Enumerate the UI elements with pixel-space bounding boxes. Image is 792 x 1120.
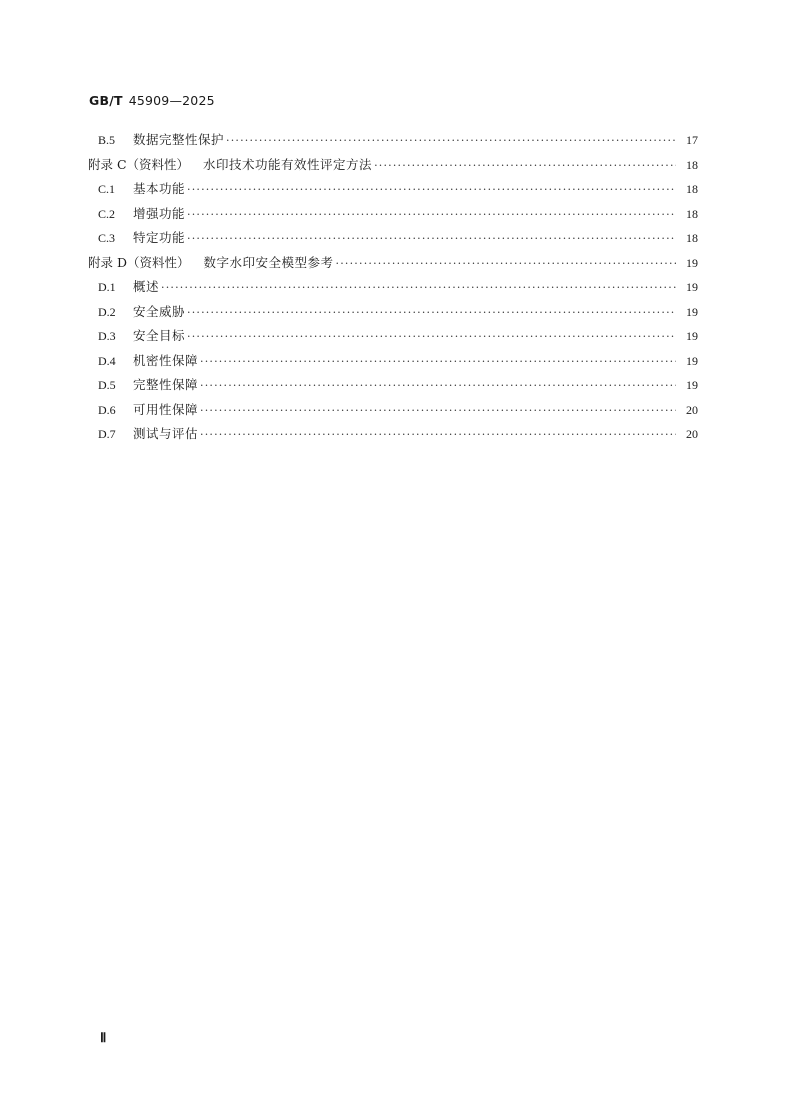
toc-leader-dots: [336, 252, 676, 277]
toc-section-entry[interactable]: [88, 202, 698, 227]
standard-prefix: GB/T: [89, 93, 123, 108]
toc-entry-page: 19: [686, 378, 698, 392]
toc-section-entry[interactable]: [88, 177, 698, 202]
page-number: Ⅱ: [100, 1030, 107, 1045]
toc-leader-dots: [200, 423, 676, 448]
toc-section-entry[interactable]: [88, 300, 698, 325]
toc-leader-dots: [187, 227, 676, 252]
document-header: [89, 93, 215, 108]
toc-entry-code: B.5: [98, 133, 116, 147]
toc-entry-title: 可用性保障: [133, 401, 199, 417]
toc-entry-page: 18: [686, 182, 698, 196]
toc-entry-title: 概述: [133, 279, 160, 294]
standard-number: 45909—2025: [128, 93, 215, 108]
toc-leader-dots: [187, 203, 676, 228]
toc-entry-code: D.3: [98, 329, 116, 343]
toc-entry-page: 17: [686, 133, 698, 147]
toc-entry-page: 19: [686, 280, 698, 294]
toc-entry-page: 18: [686, 157, 698, 172]
toc-entry-title: 增强功能: [133, 205, 186, 221]
toc-section-entry[interactable]: [88, 349, 698, 374]
toc-entry-code: C.1: [98, 182, 116, 196]
toc-leader-dots: [374, 154, 676, 179]
toc-entry-code: D.6: [98, 402, 116, 417]
toc-section-entry[interactable]: [88, 398, 698, 423]
toc-leader-dots: [161, 276, 676, 301]
toc-entry-page: 19: [686, 353, 698, 368]
toc-section-entry[interactable]: [88, 422, 698, 447]
toc-entry-code: D.1: [98, 280, 116, 294]
toc-section-entry[interactable]: [88, 275, 698, 300]
toc-entry-page: 20: [686, 427, 698, 441]
toc-entry-page: 20: [686, 402, 698, 417]
toc-leader-dots: [187, 178, 676, 203]
toc-entry-code: C.2: [98, 206, 116, 221]
toc-entry-title: 数据完整性保护: [133, 132, 225, 147]
toc-entry-code: D.5: [98, 378, 116, 392]
toc-entry-code: 附录 D（资料性）: [88, 254, 190, 270]
toc-entry-page: 18: [686, 206, 698, 221]
toc-entry-code: D.7: [98, 427, 116, 441]
toc-entry-page: 19: [686, 304, 698, 319]
toc-leader-dots: [200, 350, 676, 375]
toc-leader-dots: [200, 399, 676, 424]
toc-entry-title: 基本功能: [133, 181, 186, 196]
toc-entry-page: 19: [686, 329, 698, 343]
toc-entry-page: 18: [686, 231, 698, 245]
toc-leader-dots: [200, 374, 676, 399]
toc-entry-code: D.2: [98, 304, 116, 319]
toc-entry-title: 安全目标: [133, 328, 186, 343]
toc-section-entry[interactable]: [88, 226, 698, 251]
table-of-contents: [88, 128, 698, 447]
toc-section-entry[interactable]: [88, 128, 698, 153]
toc-leader-dots: [226, 129, 676, 154]
toc-entry-title: 特定功能: [133, 230, 186, 245]
toc-leader-dots: [187, 301, 676, 326]
toc-section-entry[interactable]: [88, 373, 698, 398]
toc-annex-entry[interactable]: [88, 153, 698, 178]
toc-entry-title: 机密性保障: [133, 352, 199, 368]
toc-entry-code: 附录 C（资料性）: [88, 156, 190, 172]
toc-entry-code: C.3: [98, 231, 116, 245]
toc-entry-code: D.4: [98, 353, 116, 368]
toc-entry-title: 水印技术功能有效性评定方法: [203, 156, 373, 172]
toc-entry-title: 数字水印安全模型参考: [203, 254, 334, 270]
toc-entry-title: 完整性保障: [133, 377, 199, 392]
toc-section-entry[interactable]: [88, 324, 698, 349]
toc-entry-title: 安全威胁: [133, 303, 186, 319]
toc-entry-title: 测试与评估: [133, 426, 199, 441]
toc-leader-dots: [187, 325, 676, 350]
toc-annex-entry[interactable]: [88, 251, 698, 276]
toc-entry-page: 19: [686, 255, 698, 270]
